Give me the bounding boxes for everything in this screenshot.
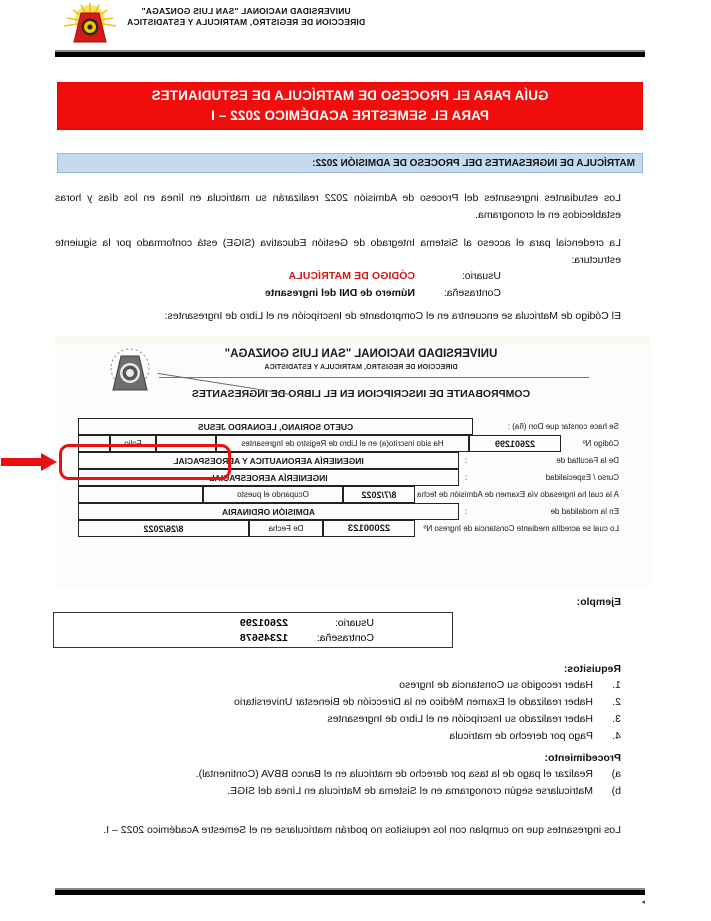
- credential-password-row: [191, 285, 501, 302]
- list-item-marker: a): [611, 768, 621, 780]
- list-item-text: Haber realizado el Examen Médico en la Dirección de Bienestar Universitario: [234, 696, 593, 708]
- requisitos-list: [55, 677, 621, 745]
- paragraph-where-to-find-code: El Código de Matricula se encuentra en el Comprobante de Inscripción en el Libro de Ingresantes:: [164, 310, 621, 322]
- form-puesto-value: [78, 486, 203, 503]
- form-curso-label: Curso / Especialidad: [545, 473, 619, 482]
- list-item: [55, 728, 621, 745]
- ejemplo-password-row: [54, 631, 374, 646]
- header-rule: [55, 50, 645, 57]
- paragraph-credential-intro: La credencial para el acceso al Sistema Integrado de Gestión Educativa (SIGE) está conformado por la siguiente estructura:: [55, 237, 621, 267]
- form-row-codigo: [78, 435, 623, 452]
- form-row-facultad: [78, 452, 623, 469]
- form-row-modalidad: [78, 503, 623, 520]
- list-item-text: Haber recogido su Constancia de Ingreso: [399, 679, 593, 691]
- paragraph-enrollment-dates: Los estudiantes ingresantes del Proceso de Admisión 2022 realizarán su matricula en línea en los días y horas establecidos en el cronograma.: [55, 192, 621, 222]
- letterhead-office-name: DIRECCION DE REGISTRO, MATRICULA Y ESTADISTICA: [126, 17, 366, 28]
- list-item-text: Pago por derecho de matricula: [449, 730, 593, 742]
- left-arrow-icon: [1, 452, 57, 472]
- list-item-text: Realizar el pago de la tasa por derecho de matricula en el Banco BBVA (Continental).: [195, 768, 593, 780]
- procedimiento-list: [55, 766, 621, 800]
- form-fecha-value: 8/7/2022: [343, 486, 415, 503]
- scan-university-name: UNIVERSIDAD NACIONAL "SAN LUIS GONZAGA": [224, 348, 498, 360]
- letterhead: [71, 6, 421, 29]
- ejemplo-user-value: 22601299: [239, 617, 288, 629]
- form-curso-value: INGENIERÍA AEROESPACIAL: [78, 469, 459, 486]
- form-fecha-label: A la cual ha ingresado vía Examen de Admisión de fecha: [417, 490, 619, 499]
- credential-user-row: [191, 268, 501, 285]
- credential-password-value: Número de DNI del ingresante: [265, 286, 415, 299]
- list-item-marker: 2.: [612, 696, 621, 708]
- list-item: [55, 677, 621, 694]
- form-defecha-value: 8/26/2022: [78, 520, 249, 537]
- university-crest-grayscale-icon: [101, 344, 159, 400]
- credential-user-value: CÓDIGO DE MATRÍCULA: [288, 270, 415, 282]
- credential-structure: [191, 268, 501, 302]
- scan-divider: [159, 377, 589, 378]
- ejemplo-password-value: 12345678: [239, 632, 288, 645]
- list-item-marker: 1.: [612, 679, 621, 691]
- form-codigo-text: Ha sido inscrito(a) en el Libro de Registro de Ingresantes: [216, 435, 469, 452]
- footer-mark: ▸: [641, 899, 645, 906]
- banner-line-2: PARA EL SEMESTRE ACADÉMICO 2022 – I: [210, 108, 490, 123]
- form-puesto-text: Ocupando el puesto: [203, 486, 343, 503]
- form-modalidad-label: En la modalidad de: [550, 507, 619, 516]
- form-defecha-label: De Fecha: [249, 520, 323, 537]
- form-row-constancia: [78, 520, 623, 537]
- form-name-label: Se hace constar que Don (ña) :: [507, 422, 619, 431]
- section-header-text: MATRÍCULA DE INGRESANTES DEL PROCESO DE ADMISIÓN 2022:: [312, 157, 635, 169]
- scanned-comprobante-image: [55, 336, 651, 588]
- form-codigo-blank: [156, 435, 216, 452]
- section-header-bar: [57, 153, 643, 173]
- letterhead-university-name: UNIVERSIDAD NACIONAL "SAN LUIS GONZAGA": [141, 6, 351, 16]
- ejemplo-password-label: Contraseña:: [316, 632, 374, 645]
- requisitos-title: Requisitos:: [563, 663, 621, 675]
- comprobante-form: [78, 418, 623, 537]
- form-constancia-value: 22000123: [323, 520, 415, 537]
- list-item-marker: b): [611, 785, 621, 797]
- scan-office-name: DIRECCION DE REGISTRO, MATRICULA Y ESTADISTICA: [264, 364, 458, 371]
- form-curso-separator: :: [464, 473, 468, 482]
- procedimiento-title: Procedimiento:: [544, 752, 621, 764]
- form-constancia-label: Lo cual se acredita mediante Constancia de Ingreso Nº: [423, 524, 619, 533]
- form-facultad-separator: :: [464, 456, 468, 465]
- form-facultad-label: De la Facultad de: [556, 456, 619, 465]
- ejemplo-label: Ejemplo:: [576, 596, 621, 608]
- credential-user-label: Usuario:: [461, 270, 501, 282]
- list-item-text: Haber realizado su Inscripción en el Libro de Ingresantes: [327, 713, 593, 725]
- form-name-value: CUETO SORIANO, LEONARDO JESUS: [78, 418, 473, 435]
- credential-password-label: Contraseña:: [443, 286, 501, 299]
- scan-document-title: COMPROBANTE DE INSCRIPCION EN EL LIBRO DE INGRESANTES: [191, 388, 531, 400]
- list-item-text: Matricularse según cronograma en el Sistema de Matricula en Línea del SIGE.: [227, 785, 593, 797]
- university-crest-icon: [59, 2, 121, 46]
- paragraph-closing-note: Los ingresantes que no cumplan con los requisitos no podrán matricularse en el Semestre Académico 2022 – I.: [103, 824, 621, 836]
- form-folio-label: Folio: [110, 435, 156, 452]
- list-item: [55, 783, 621, 800]
- list-item-marker: 3.: [612, 713, 621, 725]
- form-modalidad-separator: :: [464, 507, 468, 516]
- form-modalidad-value: ADMISIÓN ORDINARIA: [78, 503, 459, 520]
- list-item: [55, 694, 621, 711]
- title-banner: [57, 82, 643, 130]
- list-item: [55, 711, 621, 728]
- form-folio-value: [78, 435, 110, 452]
- form-facultad-value: INGENIERÍA AERONAUTICA Y AEROESPACIAL: [78, 452, 459, 469]
- footer-rule: [55, 888, 645, 895]
- ejemplo-box: [53, 612, 453, 648]
- ejemplo-user-row: [54, 616, 374, 631]
- form-codigo-label: Código Nº: [582, 439, 619, 448]
- form-codigo-value: 22601299: [469, 435, 561, 452]
- form-row-fecha: [78, 486, 623, 503]
- form-row-curso: [78, 469, 623, 486]
- list-item: [55, 766, 621, 783]
- banner-line-1: GUÍA PARA EL PROCESO DE MATRÍCULA DE ESTUDIANTES: [151, 87, 549, 103]
- ejemplo-user-label: Usuario:: [334, 617, 374, 629]
- form-row-name: [78, 418, 623, 435]
- list-item-marker: 4.: [612, 730, 621, 742]
